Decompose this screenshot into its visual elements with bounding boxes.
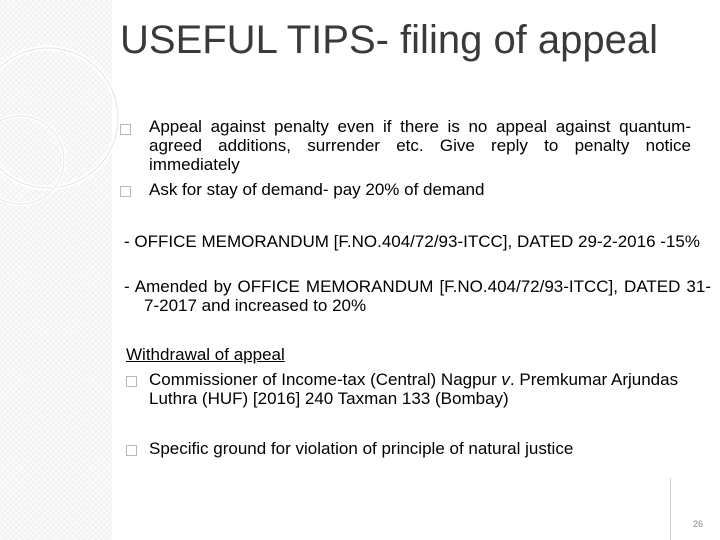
bullet-icon: [126, 372, 140, 386]
case-citation-prefix: Commissioner of Income-tax (Central) Nagpur: [149, 370, 502, 389]
slide-title: USEFUL TIPS- filing of appeal: [120, 18, 659, 62]
case-citation: [149, 370, 697, 408]
case-citation-versus: v: [501, 370, 510, 389]
case-citation-suffix: . Premkumar Arjundas Luthra (HUF) [2016] 240 Taxman 133 (Bombay): [149, 370, 679, 408]
footer-divider: [670, 478, 671, 540]
bullet-text: Appeal against penalty even if there is no appeal against quantum- agreed additions, surrender etc. Give reply to penalty notice immediately: [149, 117, 691, 174]
bullet-icon: [126, 441, 140, 455]
memo-line: - Amended by OFFICE MEMORANDUM [F.NO.404/72/93-ITCC], DATED 31-7-2017 and increased to 20%: [124, 277, 711, 315]
bullet-text: Ask for stay of demand- pay 20% of demand: [149, 180, 485, 199]
bullet-icon: [120, 182, 134, 196]
ground-text: Specific ground for violation of principle of natural justice: [149, 439, 574, 458]
withdrawal-heading: Withdrawal of appeal: [126, 345, 285, 364]
memo-line: - OFFICE MEMORANDUM [F.NO.404/72/93-ITCC], DATED 29-2-2016 -15%: [124, 232, 700, 251]
bullet-icon: [120, 120, 134, 134]
slide-number: 26: [692, 519, 703, 529]
decorative-circles: [0, 0, 130, 240]
